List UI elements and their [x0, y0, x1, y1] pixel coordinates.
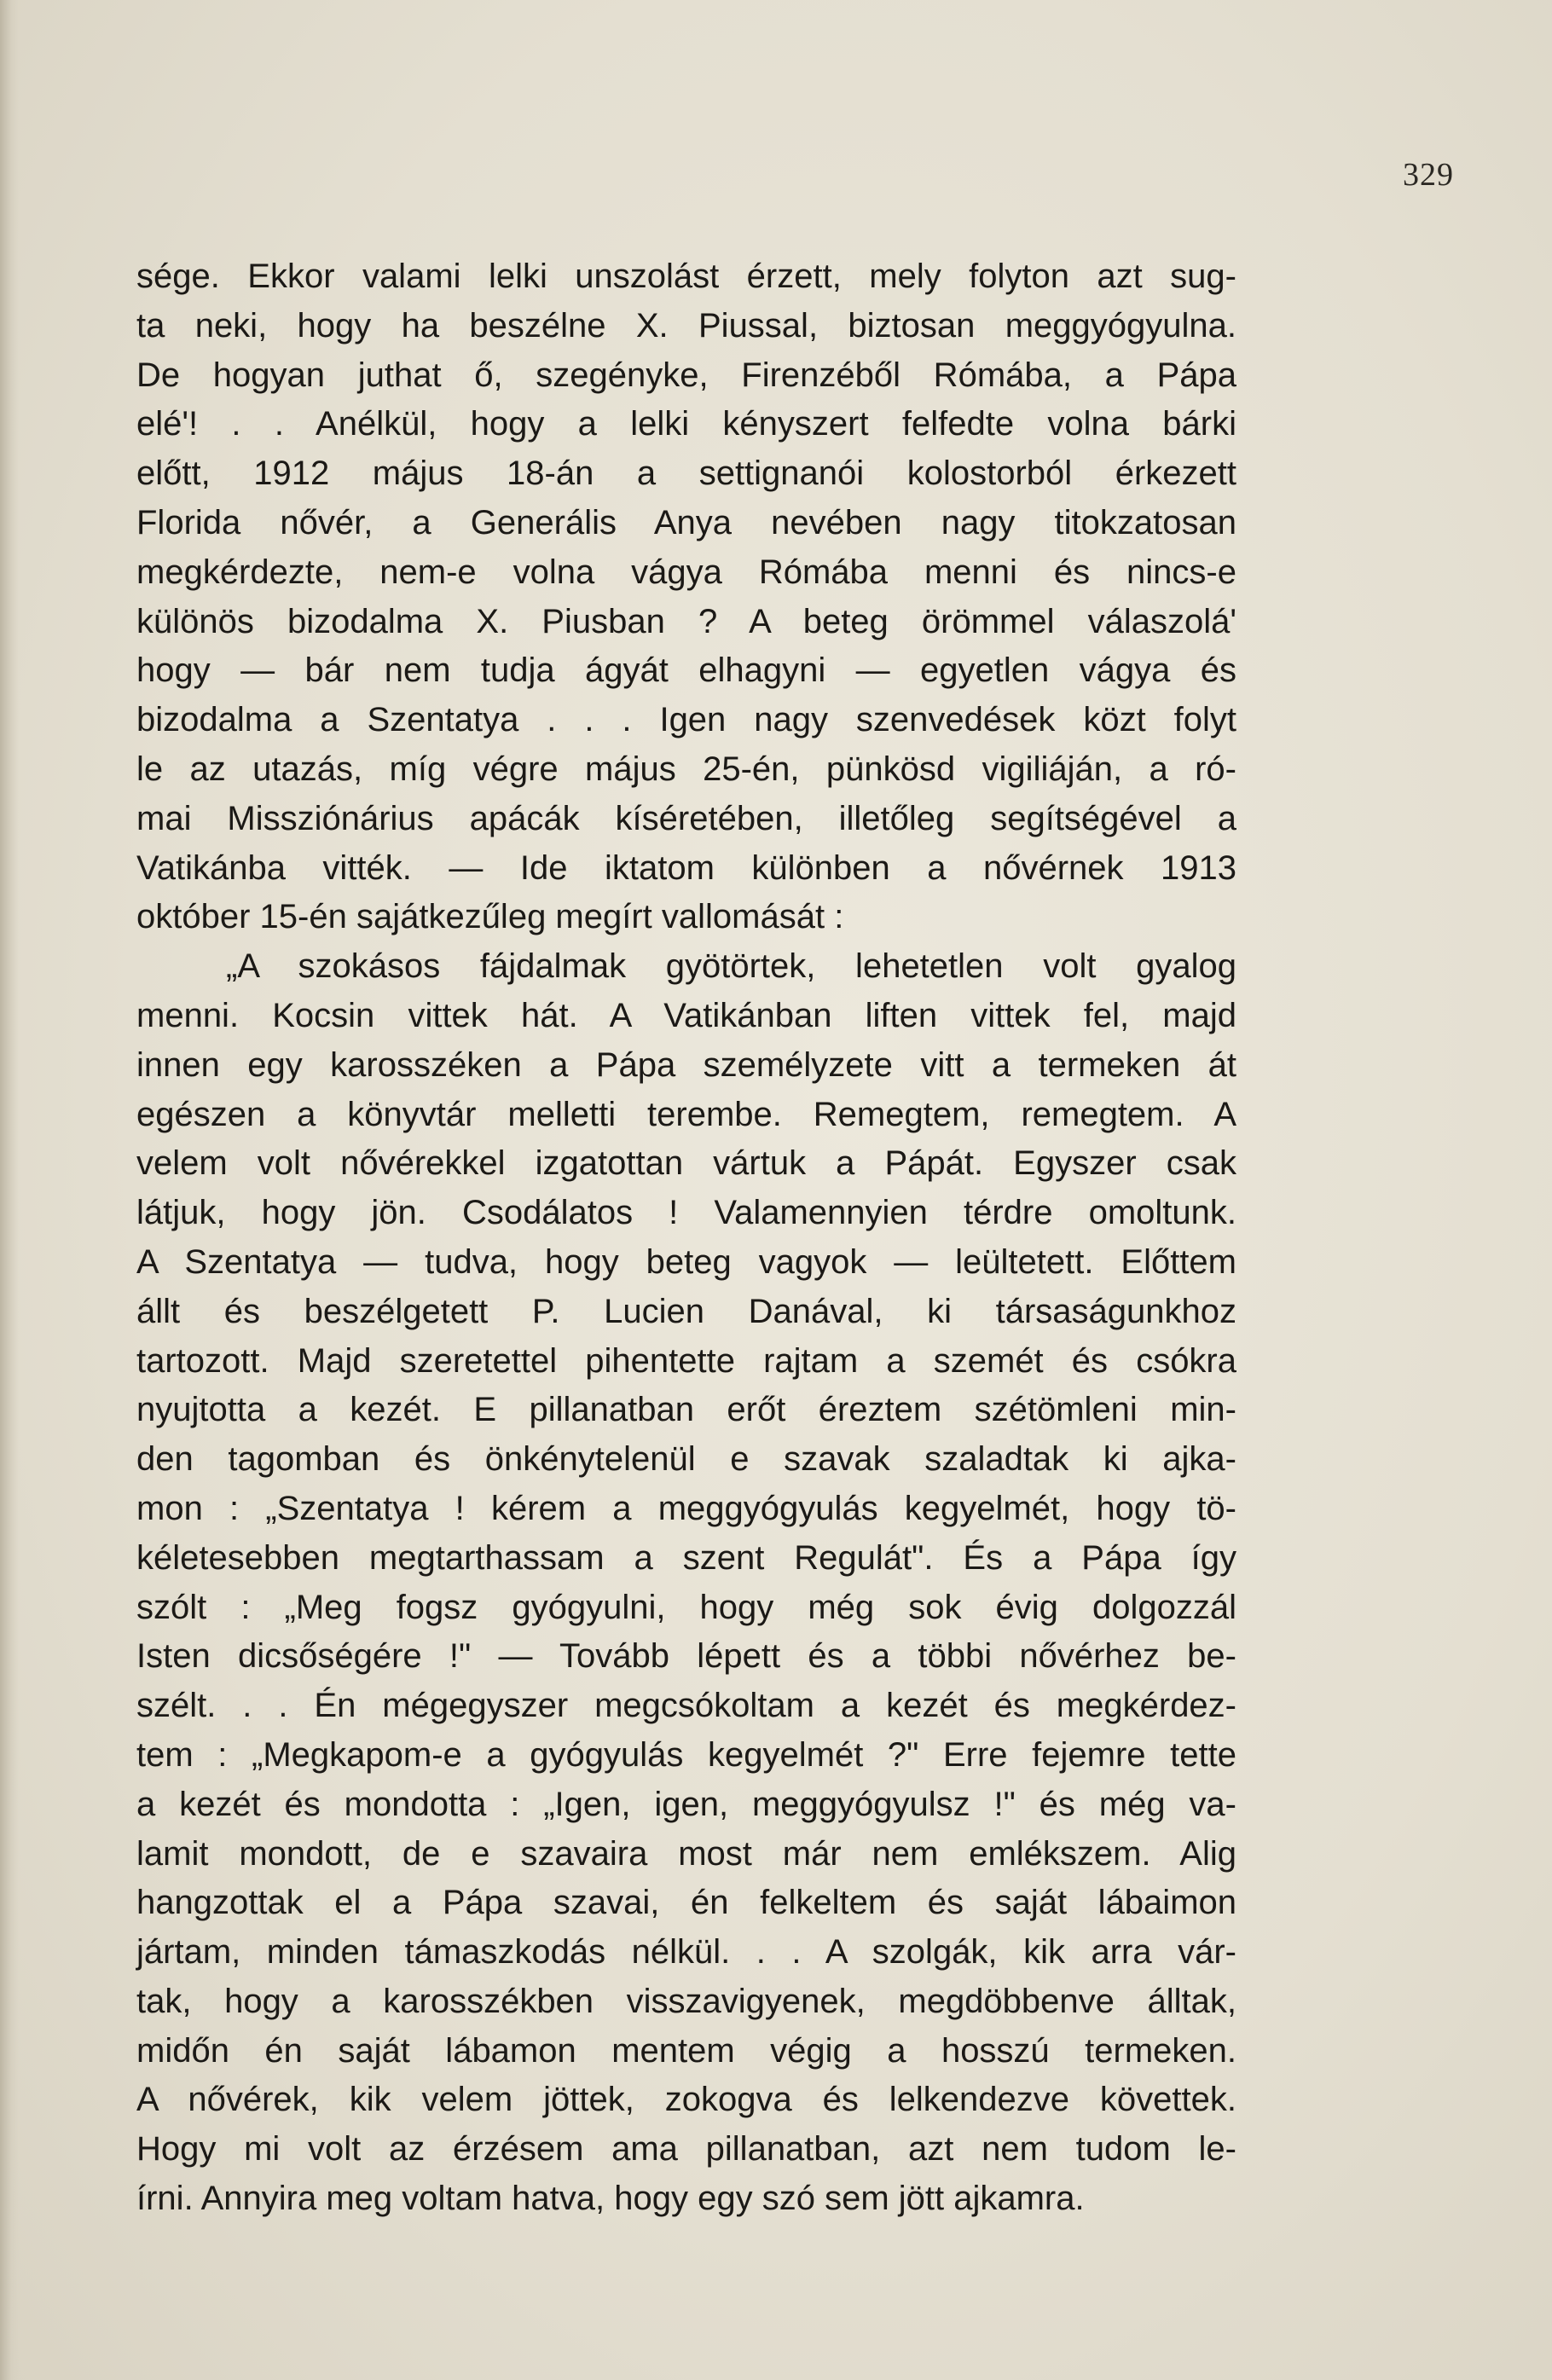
text-line: Hogy mi volt az érzésem ama pillanatban, azt nem tudom le- — [136, 2130, 1236, 2169]
text-line: tartozott. Majd szeretettel pihentette rajtam a szemét és csókra — [136, 1341, 1236, 1380]
text-line: De hogyan juthat ő, szegényke, Firenzéből Rómába, a Pápa — [136, 356, 1236, 394]
text-line: október 15-én sajátkezűleg megírt vallomását : — [136, 898, 844, 936]
text-line: Vatikánba vitték. — Ide iktatom különben a nővérnek 1913 — [136, 848, 1236, 887]
text-line: jártam, minden támaszkodás nélkül. . . A szolgák, kik arra vár- — [136, 1933, 1236, 1972]
page-number: 329 — [1403, 157, 1454, 193]
text-line: nyujtotta a kezét. E pillanatban erőt éreztem szétömleni min- — [136, 1391, 1236, 1429]
text-line: lamit mondott, de e szavaira most már nem emlékszem. Alig — [136, 1834, 1236, 1873]
text-line: szólt : „Meg fogsz gyógyulni, hogy még sok évig dolgozzál — [136, 1588, 1236, 1626]
text-line: mon : „Szentatya ! kérem a meggyógyulás kegyelmét, hogy tö- — [136, 1489, 1236, 1527]
text-line: Isten dicsőségére !" — Tovább lépett és a többi nővérhez be- — [136, 1637, 1236, 1676]
text-line: Florida nővér, a Generális Anya nevében nagy titokzatosan — [136, 503, 1236, 541]
text-line: különös bizodalma X. Piusban ? A beteg örömmel válaszolá' — [136, 602, 1236, 640]
text-line: midőn én saját lábamon mentem végig a hosszú termeken. — [136, 2031, 1236, 2070]
text-line: tak, hogy a karosszékben visszavigyenek, megdöbbenve álltak, — [136, 1982, 1236, 2020]
text-line: előtt, 1912 május 18-án a settignanói kolostorból érkezett — [136, 455, 1236, 493]
text-line: menni. Kocsin vittek hát. A Vatikánban liften vittek fel, majd — [136, 996, 1236, 1034]
text-line: le az utazás, míg végre május 25-én, pünkösd vigiliáján, a ró- — [136, 750, 1236, 788]
text-line: velem volt nővérekkel izgatottan vártuk a Pápát. Egyszer csak — [136, 1144, 1236, 1183]
text-line: kéletesebben megtarthassam a szent Regulát". És a Pápa így — [136, 1538, 1236, 1577]
text-line: hangzottak el a Pápa szavai, én felkeltem és saját lábaimon — [136, 1884, 1236, 1922]
text-line: mai Missziónárius apácák kíséretében, illetőleg segítségével a — [136, 799, 1236, 837]
text-line: tem : „Megkapom-e a gyógyulás kegyelmét ?" Erre fejemre tette — [136, 1735, 1236, 1774]
body-text — [136, 252, 1236, 2224]
text-line: egészen a könyvtár melletti terembe. Remegtem, remegtem. A — [136, 1095, 1236, 1133]
text-line: ta neki, hogy ha beszélne X. Piussal, biztosan meggyógyulna. — [136, 306, 1236, 345]
binding-shadow — [0, 0, 19, 2380]
text-line: a kezét és mondotta : „Igen, igen, meggyógyulsz !" és még va- — [136, 1785, 1236, 1823]
text-line: A nővérek, kik velem jöttek, zokogva és lelkendezve követtek. — [136, 2081, 1236, 2119]
text-line: szélt. . . Én mégegyszer megcsókoltam a kezét és megkérdez- — [136, 1687, 1236, 1725]
text-line: állt és beszélgetett P. Lucien Danával, ki társaságunkhoz — [136, 1292, 1236, 1330]
text-line: hogy — bár nem tudja ágyát elhagyni — egyetlen vágya és — [136, 651, 1236, 690]
text-line: innen egy karosszéken a Pápa személyzete vitt a termeken át — [136, 1045, 1236, 1084]
text-line: sége. Ekkor valami lelki unszolást érzett, mely folyton azt sug- — [136, 258, 1236, 295]
text-line: megkérdezte, nem-e volna vágya Rómába menni és nincs-e — [136, 553, 1236, 591]
text-line: elé'! . . Anélkül, hogy a lelki kényszert felfedte volna bárki — [136, 405, 1236, 443]
text-line: „A szokásos fájdalmak gyötörtek, lehetetlen volt gyalog — [226, 947, 1236, 986]
text-line: den tagomban és önkénytelenül e szavak szaladtak ki ajka- — [136, 1440, 1236, 1479]
text-line: bizodalma a Szentatya . . . Igen nagy szenvedések közt folyt — [136, 701, 1236, 739]
text-line: látjuk, hogy jön. Csodálatos ! Valamennyien térdre omoltunk. — [136, 1194, 1236, 1232]
text-line: A Szentatya — tudva, hogy beteg vagyok — leültetett. Előttem — [136, 1242, 1236, 1281]
text-line: írni. Annyira meg voltam hatva, hogy egy szó sem jött ajkamra. — [136, 2180, 1085, 2218]
